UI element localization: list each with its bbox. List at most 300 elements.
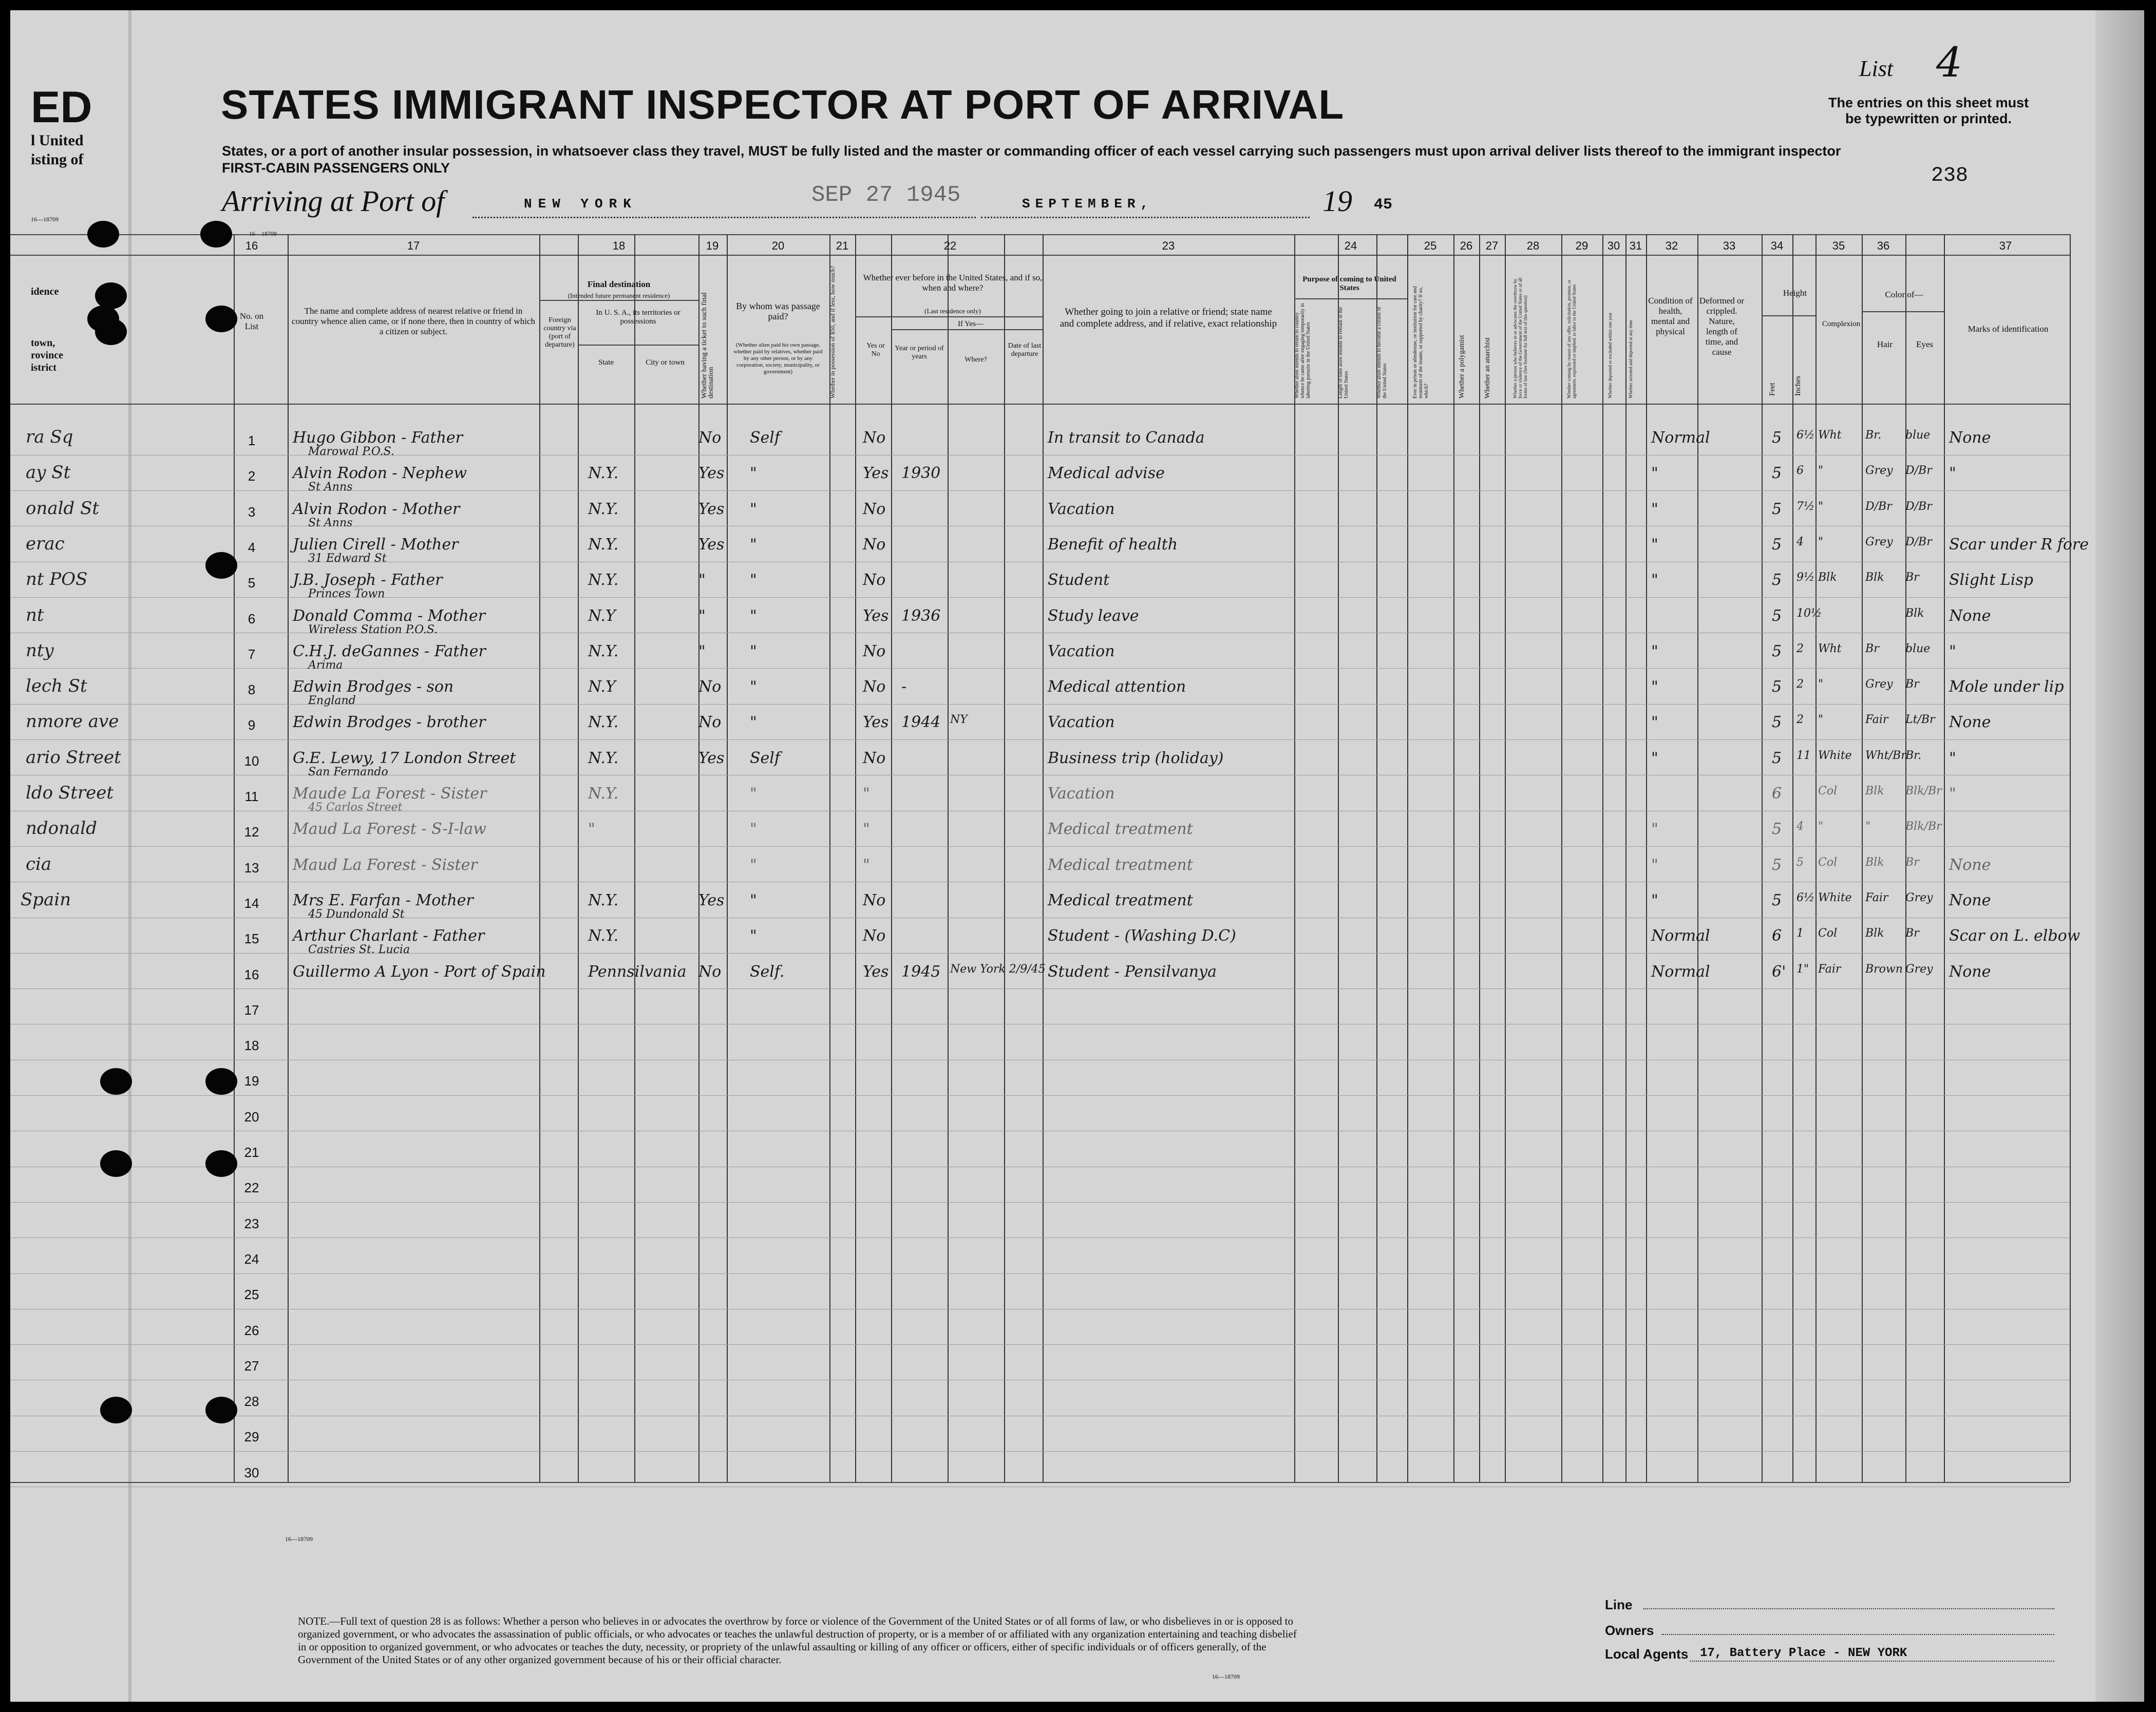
entry-paid: " xyxy=(750,855,757,874)
row-number: 6 xyxy=(248,611,256,626)
subheader-line xyxy=(1862,311,1944,312)
entry-eyes: Blk xyxy=(1905,606,1924,620)
entry-feet: 5 xyxy=(1772,820,1782,839)
entry-complexion: Blk xyxy=(1818,571,1837,584)
agents-label: Local Agents xyxy=(1605,1646,1689,1662)
table-header-border xyxy=(10,404,2070,405)
header-ticket: Whether having a ticket to such final destination xyxy=(701,292,715,398)
entry-health: " xyxy=(1651,571,1658,589)
row-number: 15 xyxy=(244,931,259,947)
header-deformed: Deformed or crippled. Nature, length of time, and cause xyxy=(1699,296,1745,357)
entry-before: No xyxy=(863,535,886,554)
entry-marks: None xyxy=(1949,606,1991,625)
column-line xyxy=(948,234,949,1482)
arriving-label: Arriving at Port of xyxy=(222,184,445,218)
entry-relative: Hugo Gibbon - Father xyxy=(293,429,463,447)
entry-addr: Princes Town xyxy=(308,587,385,601)
row-number: 23 xyxy=(244,1215,259,1231)
header-feet: Feet xyxy=(1768,383,1776,396)
entry-inches: 6½ xyxy=(1796,891,1815,904)
column-line xyxy=(539,234,540,1482)
entry-hair: Blk xyxy=(1865,855,1884,869)
row-number: 8 xyxy=(248,682,256,698)
row-number: 7 xyxy=(248,646,256,662)
entry-inches: 9½ xyxy=(1796,571,1815,584)
entry-complexion: Col xyxy=(1818,855,1838,869)
entry-addr: Wireless Station P.O.S. xyxy=(308,623,438,636)
year-suffix: 45 xyxy=(1374,196,1393,214)
column-line xyxy=(1338,234,1339,1482)
entry-feet: 5 xyxy=(1772,749,1782,767)
left-cut-line: l United xyxy=(31,132,84,149)
entry-relative: Edwin Brodges - son xyxy=(293,678,454,696)
header-hair: Hair xyxy=(1877,339,1893,349)
row-number: 12 xyxy=(244,824,259,840)
entry-hair: Grey xyxy=(1865,678,1893,691)
entry-ticket: No xyxy=(698,678,722,696)
entry-before: " xyxy=(863,820,870,839)
entry-state: N.Y. xyxy=(588,785,619,803)
entry-health: Normal xyxy=(1651,927,1710,945)
entry-ticket: " xyxy=(698,642,706,660)
column-line xyxy=(234,234,235,1482)
header-labor-offer: Whether coming by reason of any offer, solicitation, promise, or agreement, expressed or implied, to labor in the United States xyxy=(1566,279,1577,398)
header-foreign-country: Foreign country via (port of departure) xyxy=(543,316,576,349)
left-cut-line: isting of xyxy=(31,151,84,168)
entry-addr: San Fernando xyxy=(308,765,388,778)
entry-marks: None xyxy=(1949,713,1991,732)
owners-dotted xyxy=(1661,1634,2054,1635)
entry-eyes: Br xyxy=(1905,855,1919,869)
entry-inches: 6 xyxy=(1796,464,1804,478)
footer-form-code: 16—18709 xyxy=(1212,1673,1240,1680)
entry-join: Medical attention xyxy=(1048,678,1186,696)
typewriter-note-line: be typewritten or printed. xyxy=(1845,111,2012,126)
column-number: 37 xyxy=(1999,239,2012,252)
left-row-fragment: lech St xyxy=(26,676,87,697)
entry-paid: " xyxy=(750,535,757,554)
header-arrested: Whether arrested and deported at any time xyxy=(1628,320,1633,398)
entry-inches: 4 xyxy=(1796,535,1804,548)
entry-addr: England xyxy=(308,694,356,708)
entry-join: Vacation xyxy=(1048,500,1115,518)
column-number: 30 xyxy=(1607,239,1620,252)
entry-state: N.Y. xyxy=(588,891,619,909)
column-number: 35 xyxy=(1832,239,1845,252)
entry-paid: " xyxy=(750,891,757,909)
entry-ticket: No xyxy=(698,713,722,732)
entry-inches: 2 xyxy=(1796,678,1804,691)
subheader-line xyxy=(578,345,698,346)
entry-join: Business trip (holiday) xyxy=(1048,749,1224,767)
column-line xyxy=(1505,234,1506,1482)
entry-feet: 5 xyxy=(1772,535,1782,554)
left-row-fragment: nty xyxy=(26,640,54,661)
row-line xyxy=(10,1451,2070,1452)
entry-join: Medical treatment xyxy=(1048,891,1193,909)
row-line xyxy=(10,739,2070,740)
entry-complexion: Col xyxy=(1818,927,1838,940)
column-number: 17 xyxy=(407,239,420,252)
entry-health: Normal xyxy=(1651,429,1710,447)
entry-health: Normal xyxy=(1651,962,1710,981)
entry-marks: " xyxy=(1949,749,1956,767)
column-line xyxy=(1376,234,1377,1482)
column-number: 18 xyxy=(612,239,626,252)
header-if-yes: If Yes— xyxy=(957,320,984,328)
column-number: 19 xyxy=(706,239,719,252)
entry-feet: 5 xyxy=(1772,855,1782,874)
manifest-table xyxy=(10,234,2089,1482)
punch-hole xyxy=(100,1150,132,1177)
entry-marks: Mole under lip xyxy=(1949,678,2064,696)
entry-health: " xyxy=(1651,464,1658,483)
left-row-fragment: ndonald xyxy=(26,818,97,839)
entry-paid: " xyxy=(750,464,757,483)
entry-hair: Br xyxy=(1865,642,1879,655)
left-cut-title: ED xyxy=(31,83,92,132)
entry-ticket: No xyxy=(698,962,722,981)
entry-addr: St Anns xyxy=(308,481,353,494)
port-dotted-line xyxy=(472,216,976,218)
entry-marks: None xyxy=(1949,962,1991,981)
entry-hair: Grey xyxy=(1865,464,1893,478)
header-where: Where? xyxy=(964,356,987,364)
entry-addr: St Anns xyxy=(308,516,353,529)
entry-state: N.Y. xyxy=(588,535,619,554)
entry-paid: " xyxy=(750,678,757,696)
entry-feet: 5 xyxy=(1772,678,1782,696)
column-line xyxy=(288,234,289,1482)
column-line xyxy=(1792,234,1793,1482)
entry-where: NY xyxy=(950,713,968,727)
punch-hole xyxy=(205,1397,237,1423)
table-bottom-border xyxy=(10,1482,2070,1483)
entry-state: Pennsilvania xyxy=(588,962,687,981)
entry-complexion: " xyxy=(1818,464,1824,478)
entry-year: - xyxy=(901,678,907,696)
row-number: 30 xyxy=(244,1464,259,1480)
column-number: 34 xyxy=(1770,239,1784,252)
entry-hair: " xyxy=(1865,820,1871,833)
header-purpose-length: Length of time alien intends to remain in the United States xyxy=(1338,307,1349,398)
entry-inches: 5 xyxy=(1796,855,1804,869)
entry-ticket: Yes xyxy=(698,749,725,767)
entry-eyes: Lt/Br xyxy=(1905,713,1935,727)
entry-inches: 6½ xyxy=(1796,429,1815,442)
header-purpose: Purpose of coming to United States xyxy=(1302,275,1396,292)
column-number: 25 xyxy=(1424,239,1437,252)
entry-before: No xyxy=(863,749,886,767)
entry-complexion: " xyxy=(1818,820,1824,833)
column-line xyxy=(698,234,699,1482)
left-header-province: rovince xyxy=(31,350,63,361)
header-in-usa: In U. S. A., its territories or possessions xyxy=(596,309,680,326)
entry-inches: 1 xyxy=(1796,927,1804,940)
punch-hole xyxy=(205,1068,237,1095)
entry-ticket: Yes xyxy=(698,500,725,518)
row-number: 17 xyxy=(244,1002,259,1018)
entry-inches: 4 xyxy=(1796,820,1804,833)
entry-eyes: D/Br xyxy=(1905,500,1932,513)
left-header-residence: idence xyxy=(31,286,59,297)
entry-relative: Alvin Rodon - Nephew xyxy=(293,464,467,483)
column-line xyxy=(578,234,579,1482)
entry-complexion: Wht xyxy=(1818,429,1842,442)
header-yes-no: Yes or No xyxy=(866,342,885,358)
entry-marks: Scar on L. elbow xyxy=(1949,927,2081,945)
month-dotted-line xyxy=(981,216,1310,218)
entry-paid: " xyxy=(750,642,757,660)
header-final-destination: Final destination xyxy=(587,279,651,289)
header-health: Condition of health, mental and physical xyxy=(1648,296,1693,336)
header-passage-note: (Whether alien paid his own passage, whether paid by relatives, whether paid by any other person, or by any corporation, society, municipality, or government) xyxy=(733,342,823,375)
entry-inches: 2 xyxy=(1796,642,1804,655)
header-color: Color of— xyxy=(1885,290,1923,299)
month-value: SEPTEMBER, xyxy=(1022,196,1154,212)
header-city: City or town xyxy=(646,358,685,367)
entry-addr: 45 Carlos Street xyxy=(308,801,403,814)
entry-complexion: " xyxy=(1818,713,1824,727)
entry-join: Medical treatment xyxy=(1048,855,1193,874)
row-number: 22 xyxy=(244,1180,259,1196)
left-row-fragment: erac xyxy=(26,533,65,554)
column-line xyxy=(1561,234,1562,1482)
entry-before: No xyxy=(863,678,886,696)
left-row-fragment: nmore ave xyxy=(26,711,119,732)
row-line xyxy=(10,1344,2070,1345)
header-fifty-dollars: Whether in possession of $50, and if less, how much? xyxy=(829,265,836,398)
entry-before: No xyxy=(863,642,886,660)
entry-feet: 5 xyxy=(1772,606,1782,625)
column-number: 22 xyxy=(943,239,957,252)
list-number: 4 xyxy=(1936,39,1962,86)
entry-join: Medical advise xyxy=(1048,464,1165,483)
column-number: 23 xyxy=(1162,239,1175,252)
instructions-line: States, or a port of another insular possession, in whatsoever class they travel, MUST be fully listed and the master or commanding officer of each vessel carrying such passengers must upon arrival deliver lists thereof to the immigrant inspector xyxy=(222,143,1841,159)
entry-health: " xyxy=(1651,749,1658,767)
table-top-border xyxy=(10,234,2070,235)
footnote-question-28: NOTE.—Full text of question 28 is as follows: Whether a person who believes in or advocates the overthrow by force or violence of the Government of the United States or of all forms of law, or who disbelieves in or is opposed to organized government, or who advocates the assassination of public officials, or who advocates or teaches the unlawful destruction of property, or is a member of or affiliated with any organization entertaining and teaching disbelief in or opposition to organized government, or who advocates or teaches the duty, necessity, or propriety of the unlawful assaulting or killing of any officer or officers, either of specific individuals or of officers generally, of the Government of the United States or of any other organized government because of his or their official character. xyxy=(298,1615,1297,1666)
year-prefix: 19 xyxy=(1322,184,1352,218)
column-line xyxy=(1815,234,1817,1482)
entry-addr: Arima xyxy=(308,658,343,672)
entry-before: " xyxy=(863,855,870,874)
entry-year: 1944 xyxy=(901,713,941,732)
left-row-fragment: ay St xyxy=(26,462,71,483)
header-inches: Inches xyxy=(1794,375,1802,396)
punch-hole xyxy=(100,1397,132,1423)
row-line xyxy=(10,988,2070,989)
instructions-line: FIRST-CABIN PASSENGERS ONLY xyxy=(222,160,450,176)
entry-health: " xyxy=(1651,642,1658,660)
row-number: 11 xyxy=(244,789,259,804)
header-purpose-citizen: Whether alien intends to become a citizen of the United States xyxy=(1376,307,1388,398)
entry-health: " xyxy=(1651,891,1658,909)
entry-paid: " xyxy=(750,785,757,803)
entry-paid: " xyxy=(750,820,757,839)
entry-state: N.Y. xyxy=(588,749,619,767)
punch-hole xyxy=(205,306,237,332)
entry-marks: None xyxy=(1949,429,1991,447)
entry-eyes: D/Br xyxy=(1905,464,1932,478)
entry-relative: Maud La Forest - S-I-law xyxy=(293,820,486,839)
entry-inches: 7½ xyxy=(1796,500,1815,513)
entry-join: Vacation xyxy=(1048,785,1115,803)
port-value: NEW YORK xyxy=(524,196,637,212)
header-eyes: Eyes xyxy=(1916,339,1934,349)
left-row-fragment: ra Sq xyxy=(26,427,73,447)
entry-paid: " xyxy=(750,606,757,625)
entry-marks: " xyxy=(1949,785,1956,803)
entry-ticket: Yes xyxy=(698,891,725,909)
column-number: 32 xyxy=(1665,239,1678,252)
header-no-on-list: No. on List xyxy=(239,311,264,331)
entry-before: No xyxy=(863,429,886,447)
entry-hair: D/Br xyxy=(1865,500,1892,513)
column-line xyxy=(1294,234,1295,1482)
entry-join: In transit to Canada xyxy=(1048,429,1205,447)
entry-join: Vacation xyxy=(1048,713,1115,732)
header-purpose-return: Whether alien intends to return to country whence he came after engaging temporarily in laboring pursuits in the United States xyxy=(1294,303,1311,398)
entry-hair: Grey xyxy=(1865,535,1893,548)
entry-inches: 10½ xyxy=(1796,606,1822,620)
table-colnum-border xyxy=(10,255,2070,256)
column-number: 28 xyxy=(1526,239,1540,252)
row-number: 13 xyxy=(244,860,259,876)
entry-state: N.Y. xyxy=(588,642,619,660)
column-line xyxy=(829,234,830,1482)
header-passage-paid: By whom was passage paid? xyxy=(736,301,820,321)
entry-feet: 5 xyxy=(1772,429,1782,447)
entry-where: New York 2/9/45 xyxy=(950,962,1046,976)
line-dotted xyxy=(1643,1608,2054,1609)
entry-marks: " xyxy=(1949,464,1956,483)
entry-paid: " xyxy=(750,927,757,945)
typewriter-note-line: The entries on this sheet must xyxy=(1828,95,2029,110)
entry-year: 1945 xyxy=(901,962,941,981)
entry-health: " xyxy=(1651,678,1658,696)
column-line xyxy=(1602,234,1603,1482)
entry-before: Yes xyxy=(863,713,889,732)
row-number: 16 xyxy=(244,966,259,982)
row-number: 27 xyxy=(244,1358,259,1374)
entry-ticket: " xyxy=(698,571,706,589)
entry-join: Benefit of health xyxy=(1048,535,1178,554)
entry-complexion: " xyxy=(1818,678,1824,691)
punch-hole xyxy=(87,221,119,248)
column-line xyxy=(1043,234,1044,1482)
punch-hole xyxy=(95,282,127,309)
entry-marks: Scar under R fore xyxy=(1949,535,2089,554)
entry-year: 1930 xyxy=(901,464,941,483)
entry-state: N.Y. xyxy=(588,464,619,483)
agents-value: 17, Battery Place - NEW YORK xyxy=(1700,1646,1907,1660)
entry-health: " xyxy=(1651,855,1658,874)
column-line xyxy=(855,234,856,1482)
entry-feet: 6 xyxy=(1772,785,1782,803)
entry-hair: Brown xyxy=(1865,962,1903,976)
row-number: 5 xyxy=(248,575,256,591)
entry-paid: " xyxy=(750,500,757,518)
entry-ticket: " xyxy=(698,606,706,625)
header-final-destination-note: (Intended future permanent residence) xyxy=(568,292,670,299)
list-label: List xyxy=(1859,56,1894,81)
entry-before: Yes xyxy=(863,464,889,483)
column-line xyxy=(891,234,892,1482)
row-line xyxy=(10,846,2070,847)
entry-state: N.Y xyxy=(588,606,616,625)
left-row-fragment: ldo Street xyxy=(26,783,114,803)
column-number: 29 xyxy=(1575,239,1588,252)
entry-eyes: Blk/Br xyxy=(1905,785,1942,797)
entry-feet: 5 xyxy=(1772,713,1782,732)
row-number: 1 xyxy=(248,433,256,448)
entry-complexion: White xyxy=(1818,891,1852,904)
column-line xyxy=(727,234,728,1482)
subheader-line xyxy=(1294,298,1407,299)
entry-state: N.Y. xyxy=(588,713,619,732)
row-line xyxy=(10,1273,2070,1274)
entry-relative: C.H.J. deGannes - Father xyxy=(293,642,486,660)
left-row-fragment: nt xyxy=(26,604,44,625)
sheet-number: 238 xyxy=(1931,164,1969,187)
entry-addr: Marowal P.O.S. xyxy=(308,445,394,458)
date-stamp: SEP 27 1945 xyxy=(811,182,961,208)
row-number: 20 xyxy=(244,1109,259,1125)
entry-complexion: White xyxy=(1818,749,1852,762)
header-ever-before: Whether ever before in the United States, and if so, when and where? xyxy=(863,273,1043,293)
page-edge xyxy=(2095,10,2144,1702)
entry-state: N.Y. xyxy=(588,927,619,945)
entry-paid: Self. xyxy=(750,962,785,981)
entry-relative: Mrs E. Farfan - Mother xyxy=(293,891,474,909)
entry-relative: Guillermo A Lyon - Port of Spain xyxy=(293,962,546,981)
column-number: 21 xyxy=(836,239,849,252)
entry-marks: Slight Lisp xyxy=(1949,571,2033,589)
form-code: 16—18709 xyxy=(249,230,277,237)
entry-ticket: Yes xyxy=(698,464,725,483)
column-line xyxy=(2070,234,2071,1482)
entry-before: No xyxy=(863,927,886,945)
entry-state: N.Y. xyxy=(588,500,619,518)
entry-before: No xyxy=(863,891,886,909)
header-state: State xyxy=(598,358,614,367)
instructions xyxy=(222,143,1841,177)
entry-hair: Blk xyxy=(1865,571,1884,584)
row-number: 14 xyxy=(244,895,259,911)
entry-eyes: Br. xyxy=(1905,749,1922,762)
entry-inches: 2 xyxy=(1796,713,1804,727)
entry-inches: 11 xyxy=(1796,749,1811,762)
column-line xyxy=(1625,234,1627,1482)
entry-complexion: Col xyxy=(1818,785,1838,797)
entry-join: Student - (Washing D.C) xyxy=(1048,927,1236,945)
owners-label: Owners xyxy=(1605,1623,1654,1638)
entry-health: " xyxy=(1651,820,1658,839)
header-polygamist: Whether a polygamist xyxy=(1458,335,1466,398)
row-number: 28 xyxy=(244,1394,259,1410)
form-code-bottom: 16—18709 xyxy=(285,1535,313,1543)
row-number: 19 xyxy=(244,1073,259,1089)
header-ever-before-note: (Last residence only) xyxy=(924,307,981,315)
column-line xyxy=(1862,234,1863,1482)
entry-join: Student - Pensilvanya xyxy=(1048,962,1217,981)
row-number: 4 xyxy=(248,539,256,555)
entry-complexion: Fair xyxy=(1818,962,1841,976)
column-line xyxy=(634,234,635,1482)
entry-hair: Fair xyxy=(1865,891,1888,904)
